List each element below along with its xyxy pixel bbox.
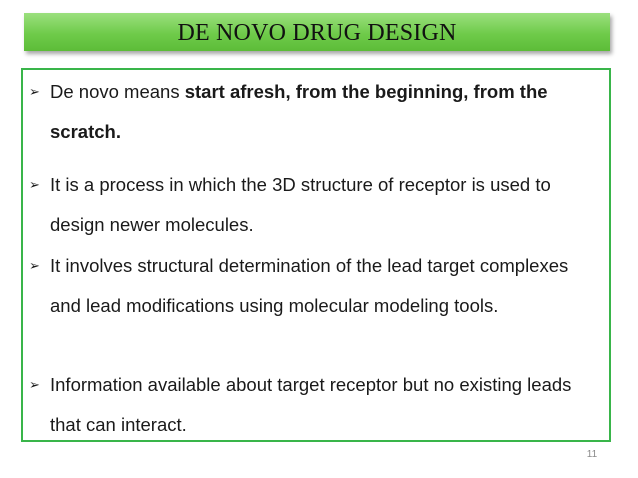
bullet-text-bold: start afresh, from the beginning, from the scratch. (50, 81, 548, 142)
title-bar (24, 13, 610, 51)
arrow-bullet-icon: ➢ (29, 377, 40, 392)
bullet-item (23, 165, 609, 244)
bullet-text: It is a process in which the 3D structure of receptor is used to design newer molecules. (50, 174, 551, 235)
arrow-bullet-icon: ➢ (29, 177, 40, 192)
bullet-text (23, 72, 609, 151)
bullet-text: It involves structural determination of the lead target complexes and lead modifications using molecular modeling tools. (50, 255, 569, 316)
bullet-item (23, 72, 609, 151)
page-number: 11 (586, 449, 598, 460)
bullet-text: Information available about target receptor but no existing leads that can interact. (50, 374, 572, 435)
slide-title: DE NOVO DRUG DESIGN (177, 19, 457, 46)
bullet-item (23, 365, 609, 444)
arrow-bullet-icon: ➢ (29, 84, 40, 99)
bullet-text-plain: De novo means (50, 81, 185, 102)
bullet-item (23, 246, 609, 325)
arrow-bullet-icon: ➢ (29, 258, 40, 273)
content-box (21, 68, 611, 442)
